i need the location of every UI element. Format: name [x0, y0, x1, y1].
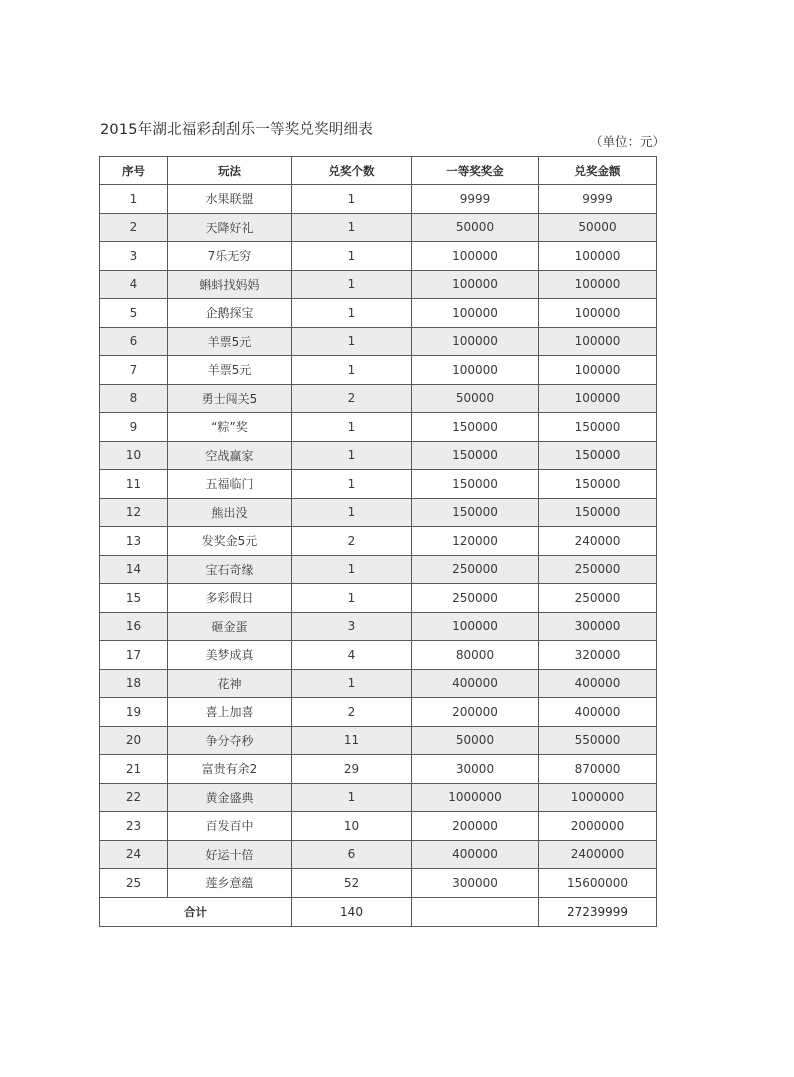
cell-count: 29 [292, 755, 412, 784]
cell-serial: 25 [100, 869, 168, 898]
cell-serial: 22 [100, 783, 168, 812]
table-row [100, 783, 657, 812]
cell-count: 1 [292, 413, 412, 442]
table-row [100, 812, 657, 841]
cell-first-prize: 100000 [412, 270, 539, 299]
cell-count: 2 [292, 384, 412, 413]
total-row [100, 897, 657, 926]
cell-game: 美梦成真 [168, 641, 292, 670]
cell-game: 蝌蚪找妈妈 [168, 270, 292, 299]
cell-serial: 6 [100, 327, 168, 356]
cell-amount: 100000 [539, 384, 657, 413]
cell-first-prize: 100000 [412, 612, 539, 641]
cell-count: 1 [292, 783, 412, 812]
cell-first-prize: 9999 [412, 185, 539, 214]
cell-serial: 1 [100, 185, 168, 214]
cell-amount: 1000000 [539, 783, 657, 812]
table-row [100, 270, 657, 299]
cell-amount: 400000 [539, 669, 657, 698]
header-count: 兑奖个数 [292, 157, 412, 185]
table-row [100, 413, 657, 442]
cell-game: 羊票5元 [168, 356, 292, 385]
cell-first-prize: 80000 [412, 641, 539, 670]
cell-game: 空战赢家 [168, 441, 292, 470]
table-row [100, 555, 657, 584]
cell-count: 52 [292, 869, 412, 898]
cell-count: 1 [292, 213, 412, 242]
cell-amount: 240000 [539, 527, 657, 556]
cell-serial: 16 [100, 612, 168, 641]
cell-count: 1 [292, 185, 412, 214]
cell-game: 莲乡意蕴 [168, 869, 292, 898]
table-row [100, 612, 657, 641]
cell-first-prize: 200000 [412, 812, 539, 841]
cell-game: 羊票5元 [168, 327, 292, 356]
cell-amount: 100000 [539, 270, 657, 299]
cell-amount: 2400000 [539, 840, 657, 869]
cell-count: 2 [292, 527, 412, 556]
cell-amount: 150000 [539, 498, 657, 527]
cell-first-prize: 250000 [412, 555, 539, 584]
cell-amount: 100000 [539, 242, 657, 271]
cell-first-prize: 150000 [412, 441, 539, 470]
cell-amount: 870000 [539, 755, 657, 784]
cell-count: 3 [292, 612, 412, 641]
total-amount: 27239999 [539, 897, 657, 926]
table-row [100, 498, 657, 527]
table-row [100, 641, 657, 670]
table-row [100, 669, 657, 698]
table-row [100, 584, 657, 613]
cell-first-prize: 150000 [412, 470, 539, 499]
table-body [100, 185, 657, 898]
cell-first-prize: 250000 [412, 584, 539, 613]
table-header-row [100, 157, 657, 185]
header-first-prize: 一等奖奖金 [412, 157, 539, 185]
cell-amount: 550000 [539, 726, 657, 755]
cell-serial: 2 [100, 213, 168, 242]
cell-serial: 21 [100, 755, 168, 784]
cell-first-prize: 400000 [412, 669, 539, 698]
cell-game: 多彩假日 [168, 584, 292, 613]
cell-count: 1 [292, 470, 412, 499]
cell-amount: 100000 [539, 356, 657, 385]
table-row [100, 441, 657, 470]
cell-game: 企鹅探宝 [168, 299, 292, 328]
table-row [100, 470, 657, 499]
cell-game: 砸金蛋 [168, 612, 292, 641]
cell-count: 10 [292, 812, 412, 841]
table-row [100, 185, 657, 214]
cell-serial: 5 [100, 299, 168, 328]
unit-note: （单位：元） [590, 134, 666, 149]
cell-game: 好运十倍 [168, 840, 292, 869]
cell-game: 五福临门 [168, 470, 292, 499]
cell-count: 1 [292, 299, 412, 328]
table-row [100, 755, 657, 784]
cell-game: 宝石奇缘 [168, 555, 292, 584]
cell-amount: 50000 [539, 213, 657, 242]
total-count: 140 [292, 897, 412, 926]
cell-serial: 17 [100, 641, 168, 670]
cell-serial: 10 [100, 441, 168, 470]
cell-game: 争分夺秒 [168, 726, 292, 755]
cell-amount: 100000 [539, 327, 657, 356]
table-row [100, 840, 657, 869]
cell-first-prize: 300000 [412, 869, 539, 898]
table-row [100, 527, 657, 556]
cell-serial: 3 [100, 242, 168, 271]
cell-game: 发奖金5元 [168, 527, 292, 556]
table-row [100, 698, 657, 727]
cell-count: 1 [292, 356, 412, 385]
cell-serial: 12 [100, 498, 168, 527]
cell-serial: 4 [100, 270, 168, 299]
cell-first-prize: 200000 [412, 698, 539, 727]
cell-first-prize: 400000 [412, 840, 539, 869]
cell-amount: 250000 [539, 584, 657, 613]
cell-serial: 19 [100, 698, 168, 727]
cell-first-prize: 50000 [412, 726, 539, 755]
cell-first-prize: 1000000 [412, 783, 539, 812]
cell-amount: 2000000 [539, 812, 657, 841]
cell-game: 天降好礼 [168, 213, 292, 242]
header-serial: 序号 [100, 157, 168, 185]
cell-game: 熊出没 [168, 498, 292, 527]
prize-table [99, 156, 657, 927]
cell-serial: 11 [100, 470, 168, 499]
cell-game: 黄金盛典 [168, 783, 292, 812]
cell-count: 1 [292, 669, 412, 698]
cell-first-prize: 150000 [412, 413, 539, 442]
cell-amount: 150000 [539, 413, 657, 442]
table-row [100, 327, 657, 356]
cell-count: 1 [292, 555, 412, 584]
header-game: 玩法 [168, 157, 292, 185]
table-row [100, 356, 657, 385]
cell-amount: 9999 [539, 185, 657, 214]
cell-game: 勇士闯关5 [168, 384, 292, 413]
cell-amount: 15600000 [539, 869, 657, 898]
cell-count: 11 [292, 726, 412, 755]
cell-game: 百发百中 [168, 812, 292, 841]
cell-game: 喜上加喜 [168, 698, 292, 727]
cell-game: 水果联盟 [168, 185, 292, 214]
table-row [100, 299, 657, 328]
cell-amount: 250000 [539, 555, 657, 584]
total-prize [412, 897, 539, 926]
cell-serial: 8 [100, 384, 168, 413]
cell-amount: 320000 [539, 641, 657, 670]
cell-first-prize: 120000 [412, 527, 539, 556]
cell-serial: 13 [100, 527, 168, 556]
cell-game: 富贵有余2 [168, 755, 292, 784]
cell-count: 1 [292, 498, 412, 527]
cell-first-prize: 50000 [412, 384, 539, 413]
cell-amount: 400000 [539, 698, 657, 727]
cell-serial: 18 [100, 669, 168, 698]
cell-first-prize: 100000 [412, 299, 539, 328]
cell-count: 1 [292, 441, 412, 470]
cell-amount: 300000 [539, 612, 657, 641]
cell-game: 7乐无穷 [168, 242, 292, 271]
table-row [100, 726, 657, 755]
cell-serial: 24 [100, 840, 168, 869]
cell-serial: 20 [100, 726, 168, 755]
cell-first-prize: 100000 [412, 327, 539, 356]
cell-count: 6 [292, 840, 412, 869]
cell-amount: 150000 [539, 470, 657, 499]
cell-count: 1 [292, 242, 412, 271]
cell-first-prize: 50000 [412, 213, 539, 242]
cell-count: 1 [292, 584, 412, 613]
cell-amount: 100000 [539, 299, 657, 328]
cell-serial: 14 [100, 555, 168, 584]
table-row [100, 384, 657, 413]
cell-amount: 150000 [539, 441, 657, 470]
table-row [100, 213, 657, 242]
header-amount: 兑奖金额 [539, 157, 657, 185]
cell-count: 2 [292, 698, 412, 727]
cell-first-prize: 100000 [412, 356, 539, 385]
cell-count: 4 [292, 641, 412, 670]
cell-serial: 9 [100, 413, 168, 442]
cell-game: 花神 [168, 669, 292, 698]
cell-serial: 15 [100, 584, 168, 613]
cell-count: 1 [292, 270, 412, 299]
total-label: 合计 [100, 897, 292, 926]
page-title: 2015年湖北福彩刮刮乐一等奖兑奖明细表 [100, 122, 373, 138]
table-row [100, 242, 657, 271]
cell-first-prize: 100000 [412, 242, 539, 271]
cell-serial: 23 [100, 812, 168, 841]
table-row [100, 869, 657, 898]
cell-first-prize: 150000 [412, 498, 539, 527]
cell-game: “粽”奖 [168, 413, 292, 442]
cell-serial: 7 [100, 356, 168, 385]
cell-first-prize: 30000 [412, 755, 539, 784]
cell-count: 1 [292, 327, 412, 356]
